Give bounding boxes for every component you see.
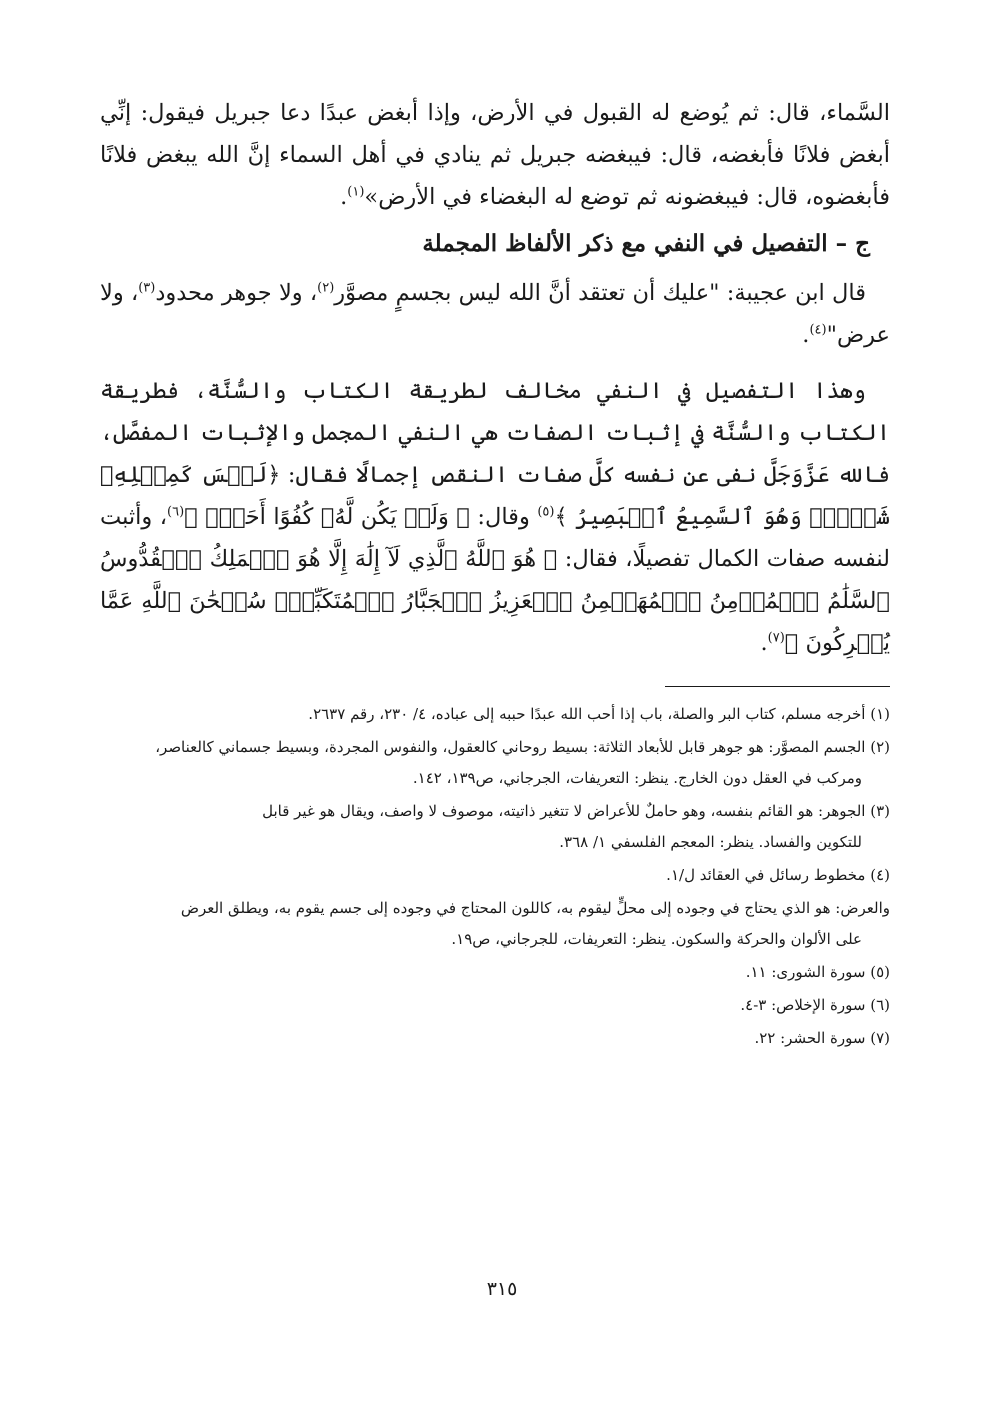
paragraph-text: ، ولا جوهر محدود (155, 280, 318, 306)
footnote-ref: (٧) (767, 630, 785, 646)
page-content (100, 92, 890, 1054)
footnotes (100, 699, 890, 1054)
punctuation: . (760, 630, 768, 656)
footnote-7: (٧) سورة الحشر: ٢٢. (754, 1029, 890, 1047)
footnote-ref: (٥) (537, 504, 555, 520)
footnote-ref: (٣) (138, 280, 156, 296)
footnote-3-continuation: للتكوين والفساد. ينظر: المعجم الفلسفي ١/ ٣٦٨. (559, 833, 862, 851)
footnote-4-extra-continuation: على الألوان والحركة والسكون. ينظر: التعريفات، للجرجاني، ص١٩. (451, 930, 862, 948)
footnote-5: (٥) سورة الشورى: ١١. (745, 963, 890, 981)
footnote-2-continuation: ومركب في العقل دون الخارج. ينظر: التعريفات، الجرجاني، ص١٣٩، ١٤٢. (412, 769, 862, 787)
page-number: ٣١٥ (486, 1278, 518, 1300)
paragraph-text: السَّماء، قال: ثم يُوضع له القبول في الأرض، وإذا أبغض عبدًا دعا جبريل فيقول: إنِّي أبغض فلانًا فأبغضه، قال: فيبغضه جبريل ثم ينادي في أهل السماء إنَّ الله يبغض فلانًا فأبغضوه، قال: فيبغضونه ثم توضع له البغضاء في الأرض» (100, 100, 890, 210)
section-heading: ج – التفصيل في النفي مع ذكر الألفاظ المجملة (422, 230, 870, 257)
paragraph-hadith-end (100, 92, 890, 218)
main-text (100, 92, 890, 664)
paragraph-text: وقال: ﴿ وَلَمۡ يَكُن لَّهُۥ كُفُوًا أَحَدُۢ ﴾ (184, 504, 538, 530)
paragraph-text: ، ولا عرض" (100, 280, 890, 348)
paragraph-text: ، وأثبت لنفسه صفات الكمال تفصيلًا، فقال: ﴿ هُوَ ٱللَّهُ ٱلَّذِي لَآ إِلَٰهَ إِلَّا هُوَ ٱلۡمَلِكُ ٱلۡقُدُّوسُ ٱلسَّلَٰمُ ٱلۡمُؤۡمِنُ ٱلۡمُهَيۡمِنُ ٱلۡعَزِيزُ ٱلۡجَبَّارُ ٱلۡمُتَكَبِّرُۚ سُبۡحَٰنَ ٱللَّهِ عَمَّا يُشۡرِكُونَ ﴾ (100, 504, 890, 656)
paragraph-tafsil (100, 370, 890, 664)
footnote-divider (665, 686, 890, 687)
footnote-2: (٢) الجسم المصوَّر: هو جوهر قابل للأبعاد الثلاثة: بسيط روحاني كالعقول، والنفوس المجردة، وبسيط جسماني كالعناصر، (155, 738, 890, 756)
footnote-ref: (٦) (167, 504, 185, 520)
footnote-6: (٦) سورة الإخلاص: ٣-٤. (740, 996, 890, 1014)
footnote-ref: (٢) (317, 280, 335, 296)
footnote-4-extra: والعرض: هو الذي يحتاج في وجوده إلى محلٍّ ليقوم به، كاللون المحتاج في وجوده إلى جسم يقوم به، ويطلق العرض (180, 899, 890, 917)
paragraph-text: وهذا التفصيل في النفي مخالف لطريقة الكتاب والسُّنَّة، فطريقة الكتاب والسُّنَّة في إثبات الصفات هي النفي المجمل والإثبات المفصَّل، فالله عَزَّوَجَلَّ نفى عن نفسه كلَّ صفات النقص إجمالًا فقال: ﴿لَيۡسَ كَمِثۡلِهِۦ شَيۡءٞۖ وَهُوَ ٱلسَّمِيعُ ٱلۡبَصِيرُ ﴾ (100, 378, 890, 530)
footnote-4: (٤) مخطوط رسائل في العقائد ل/١. (666, 866, 890, 884)
paragraph-text: قال ابن عجيبة: "عليك أن تعتقد أنَّ الله ليس بجسمٍ مصوَّر (334, 280, 867, 306)
paragraph-ibn-ajiba (100, 272, 890, 356)
footnote-3: (٣) الجوهر: هو القائم بنفسه، وهو حاملٌ للأعراض لا تتغير ذاتيته، موصوف لا واصف، ويقال هو غير قابل (262, 802, 890, 820)
punctuation: . (802, 322, 810, 348)
punctuation: . (340, 184, 348, 210)
footnote-ref: (٤) (809, 322, 827, 338)
footnote-1: (١) أخرجه مسلم، كتاب البر والصلة، باب إذا أحب الله عبدًا حببه إلى عباده، ٤/ ٢٣٠، رقم ٢٦٣٧. (308, 705, 890, 723)
footnote-ref: (١) (347, 184, 365, 200)
